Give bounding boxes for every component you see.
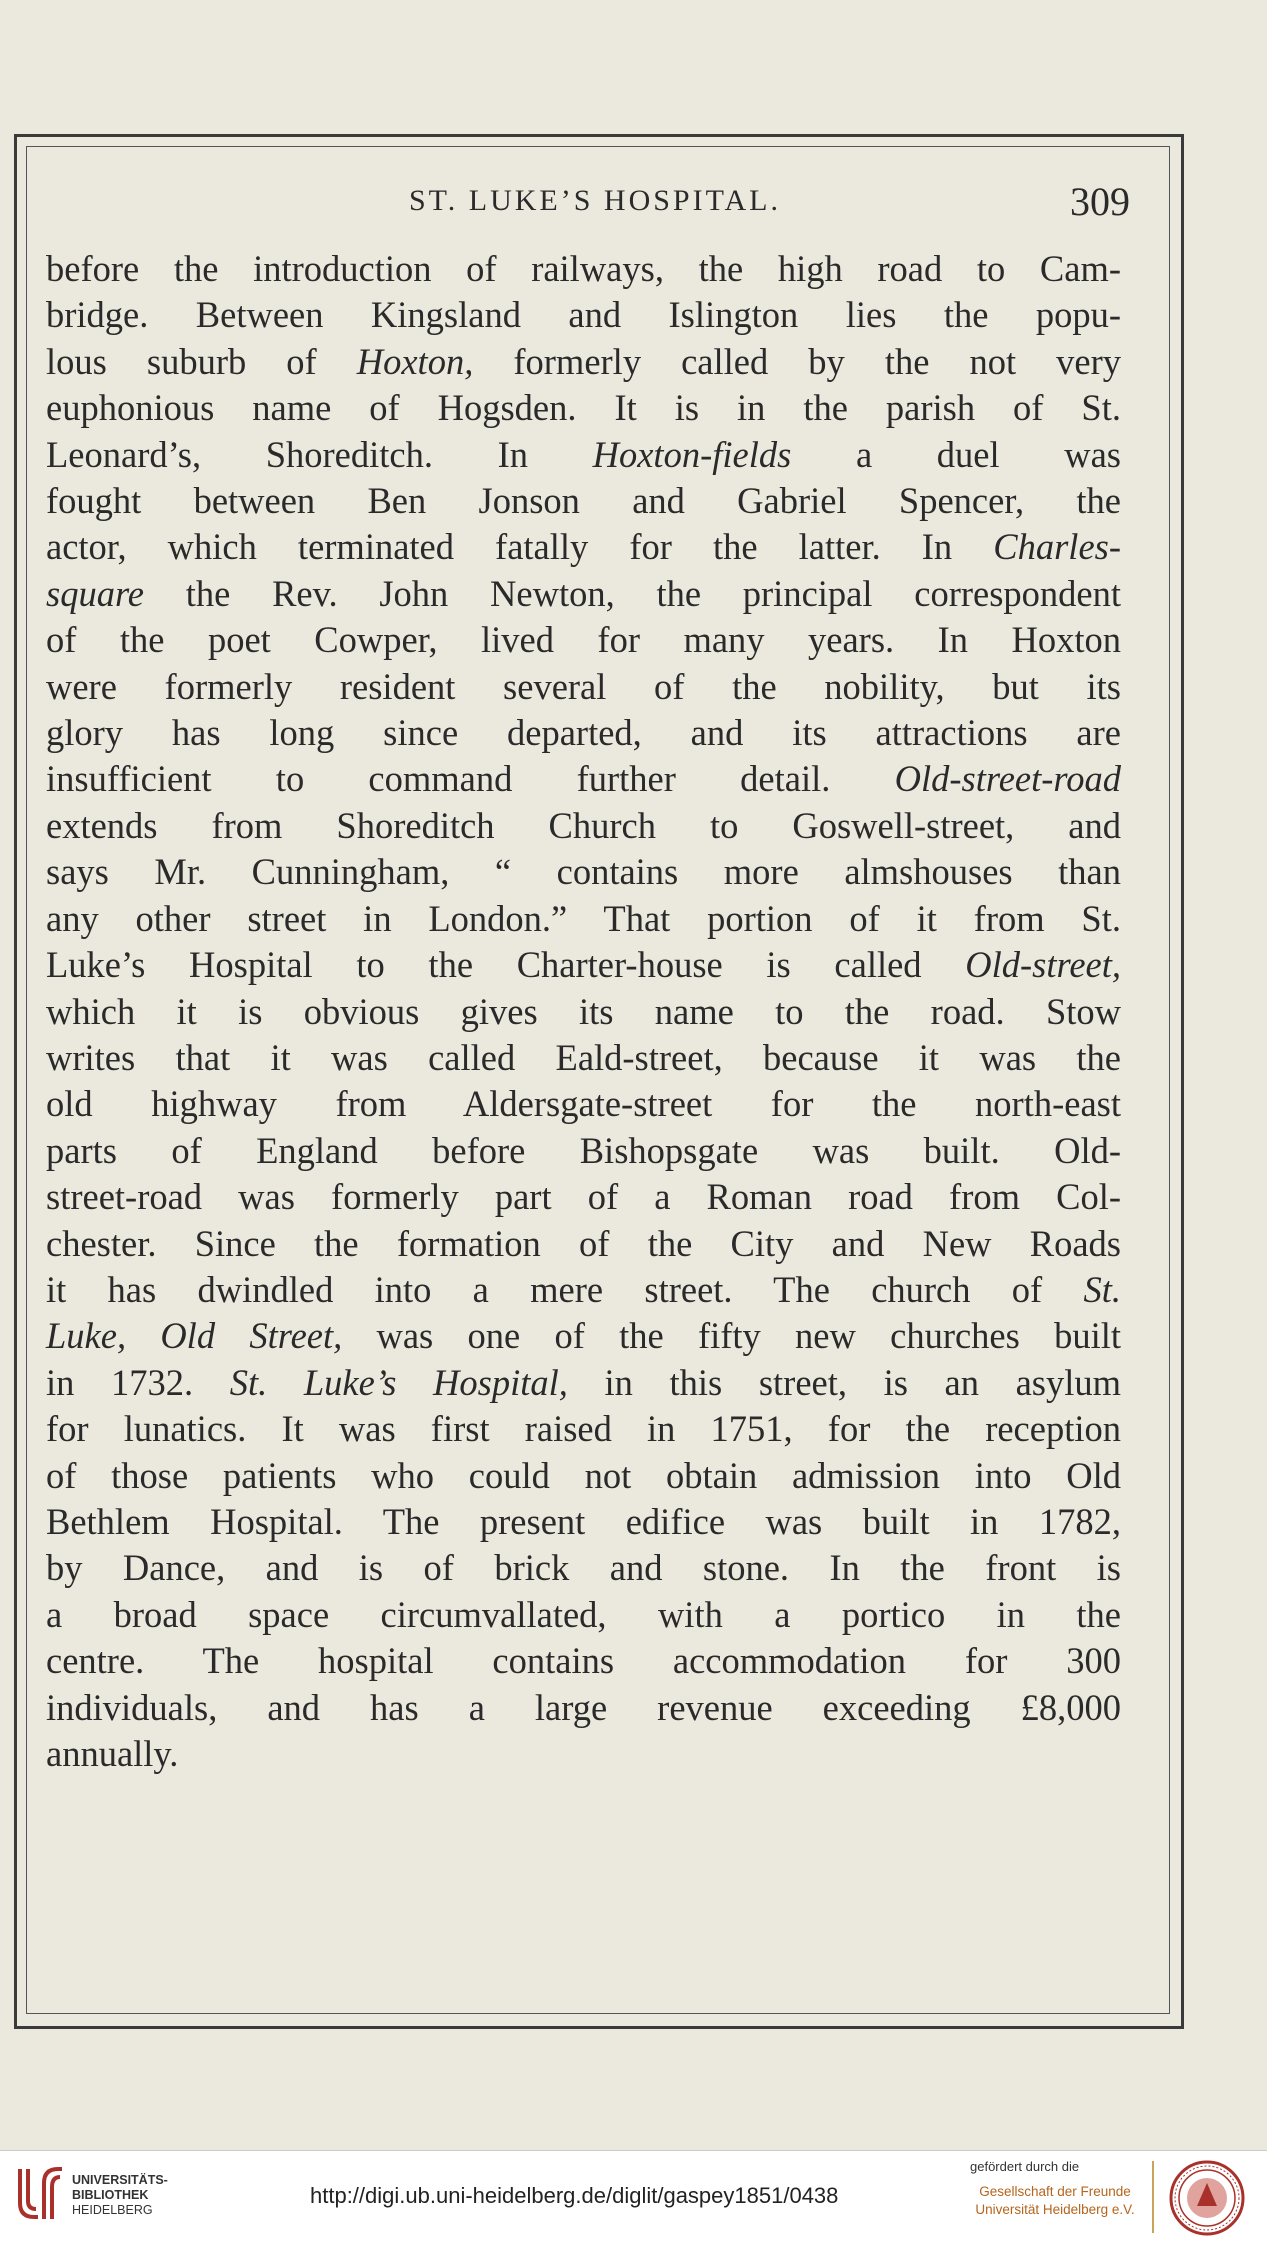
sponsor-label: gefördert durch die — [970, 2159, 1080, 2174]
italic-text: St. Luke’s Hospital, — [229, 1361, 568, 1403]
page-header — [60, 178, 1130, 228]
text-line: actor, which terminated fatally for the latter. In Charles- — [46, 526, 1121, 568]
sponsor-line2: Universität Heidelberg e.V. — [975, 2202, 1135, 2217]
text-line: fought between Ben Jonson and Gabriel Spencer, the — [46, 480, 1121, 522]
italic-text: Luke, Old Street, — [46, 1315, 343, 1357]
text-line: lous suburb of Hoxton, formerly called by the not very — [46, 340, 1122, 382]
text-line: chester. Since the formation of the City and New Roads — [46, 1222, 1121, 1264]
italic-text: Charles- — [993, 526, 1121, 568]
text-line: glory has long since departed, and its attractions are — [46, 712, 1121, 754]
text-line: of those patients who could not obtain admission into Old — [46, 1454, 1121, 1496]
text-line: Bethlem Hospital. The present edifice was built in 1782, — [46, 1500, 1121, 1542]
text-line: old highway from Aldersgate-street for the north-east — [46, 1083, 1121, 1125]
text-line: any other street in London.” That portion of it from St. — [46, 897, 1121, 939]
italic-text: Hoxton, — [356, 340, 474, 382]
footer-bar — [0, 2150, 1267, 2242]
university-seal-icon — [1168, 2159, 1246, 2237]
library-name-line3: HEIDELBERG — [72, 2203, 153, 2217]
text-line: square the Rev. John Newton, the principal correspondent — [46, 572, 1121, 614]
sponsor-line1: Gesellschaft der Freunde — [979, 2184, 1131, 2199]
page-number: 309 — [1070, 179, 1130, 224]
text-line: extends from Shoreditch Church to Goswell-street, and — [46, 804, 1121, 846]
text-line: it has dwindled into a mere street. The church of St. — [46, 1268, 1121, 1310]
italic-text: Hoxton-fields — [592, 433, 792, 475]
text-line: annually. — [46, 1733, 179, 1774]
text-line: bridge. Between Kingsland and Islington lies the popu- — [46, 294, 1121, 336]
text-line: Leonard’s, Shoreditch. In Hoxton-fields a duel was — [46, 433, 1121, 475]
italic-text: Old-street, — [965, 944, 1121, 986]
library-name — [72, 2173, 168, 2218]
text-line: insufficient to command further detail. Old-street-road — [46, 758, 1121, 800]
italic-text: square — [46, 572, 145, 614]
text-line: writes that it was called Eald-street, because it was the — [46, 1036, 1121, 1078]
text-line: Luke’s Hospital to the Charter-house is called Old-street, — [46, 944, 1121, 986]
text-line: individuals, and has a large revenue exceeding £8,000 — [46, 1686, 1121, 1728]
text-line: in 1732. St. Luke’s Hospital, in this street, is an asylum — [46, 1361, 1122, 1403]
text-line: for lunatics. It was first raised in 1751, for the reception — [46, 1408, 1121, 1450]
sponsor-name — [970, 2183, 1140, 2219]
text-line: street-road was formerly part of a Roman road from Col- — [46, 1176, 1121, 1218]
text-line: before the introduction of railways, the high road to Cam- — [46, 248, 1121, 289]
text-line: were formerly resident several of the nobility, but its — [46, 665, 1121, 707]
text-line: centre. The hospital contains accommodation for 300 — [46, 1640, 1121, 1682]
text-line: of the poet Cowper, lived for many years. In Hoxton — [46, 619, 1121, 661]
text-line: Luke, Old Street, was one of the fifty new churches built — [46, 1315, 1122, 1357]
text-line: a broad space circumvallated, with a portico in the — [46, 1593, 1121, 1635]
university-library-logo-icon — [14, 2163, 68, 2225]
body-text — [46, 246, 1121, 1777]
text-line: euphonious name of Hogsden. It is in the parish of St. — [46, 387, 1121, 429]
text-line: by Dance, and is of brick and stone. In the front is — [46, 1547, 1121, 1589]
italic-text: St. — [1083, 1268, 1121, 1310]
sponsor-divider — [1152, 2161, 1154, 2233]
running-title: ST. LUKE’S HOSPITAL. — [408, 184, 782, 217]
text-line: says Mr. Cunningham, “ contains more almshouses than — [46, 851, 1121, 893]
text-line: parts of England before Bishopsgate was built. Old- — [46, 1129, 1121, 1171]
library-name-line1: UNIVERSITÄTS- — [72, 2173, 168, 2187]
text-line: which it is obvious gives its name to the road. Stow — [46, 990, 1121, 1032]
italic-text: Old-street-road — [894, 758, 1121, 800]
library-name-line2: BIBLIOTHEK — [72, 2188, 149, 2202]
permalink-url[interactable]: http://digi.ub.uni-heidelberg.de/diglit/gaspey1851/0438 — [310, 2183, 839, 2208]
